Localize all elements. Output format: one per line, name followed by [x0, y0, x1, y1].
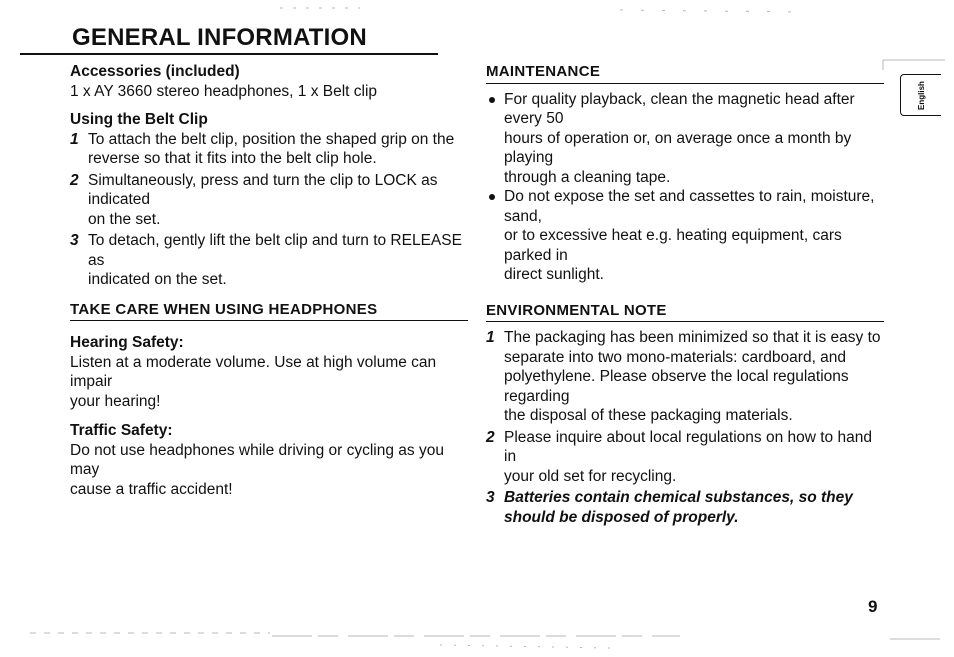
list-item	[486, 328, 884, 426]
step-line: your old set for recycling.	[504, 467, 677, 485]
step-line: the disposal of these packaging materials.	[504, 407, 793, 424]
language-label: English	[916, 80, 926, 110]
step-line: separate into two mono-materials: cardboard, and	[504, 348, 847, 366]
bullet-line: or to excessive heat e.g. heating equipment, cars parked in	[504, 227, 842, 264]
list-item	[70, 231, 468, 290]
left-column	[70, 62, 468, 499]
page-title: GENERAL INFORMATION	[72, 24, 367, 51]
accessories-text: 1 x AY 3660 stereo headphones, 1 x Belt clip	[70, 82, 378, 100]
step-number: 1	[486, 329, 495, 346]
bullet-line: direct sunlight.	[504, 266, 604, 283]
step-line: Please inquire about local regulations on how to hand in	[504, 428, 872, 465]
step-line: To detach, gently lift the belt clip and turn to RELEASE as	[88, 232, 462, 269]
bullet-icon	[489, 194, 495, 200]
hearing-safety-line: Listen at a moderate volume. Use at high volume can impair	[70, 353, 437, 390]
step-number: 2	[70, 171, 79, 189]
traffic-safety-heading: Traffic Safety:	[70, 422, 173, 439]
traffic-safety-line: Do not use headphones while driving or cycling as you may	[70, 441, 444, 478]
bullet-line: For quality playback, clean the magnetic head after every 50	[504, 90, 855, 127]
list-item	[70, 130, 468, 169]
step-number: 1	[70, 130, 79, 148]
list-item	[486, 90, 884, 188]
list-item	[486, 187, 884, 285]
belt-clip-heading: Using the Belt Clip	[70, 111, 208, 128]
bullet-line: through a cleaning tape.	[504, 168, 671, 186]
accessories-heading: Accessories (included)	[70, 63, 240, 80]
maintenance-bullets	[486, 90, 884, 285]
step-line: reverse so that it fits into the belt clip hole.	[88, 150, 377, 167]
environmental-steps	[486, 328, 884, 527]
page-number: 9	[868, 597, 878, 616]
bullet-line: Do not expose the set and cassettes to rain, moisture, sand,	[504, 188, 875, 225]
environmental-heading: ENVIRONMENTAL NOTE	[486, 301, 884, 323]
list-item	[486, 488, 884, 527]
headphones-section-heading: TAKE CARE WHEN USING HEADPHONES	[70, 300, 468, 322]
step-line: should be disposed of properly.	[504, 508, 739, 526]
step-line: Batteries contain chemical substances, so they	[504, 489, 853, 506]
bullet-icon	[489, 97, 495, 103]
step-line: The packaging has been minimized so that it is easy to	[504, 329, 881, 346]
step-line: indicated on the set.	[88, 271, 227, 288]
belt-clip-steps	[70, 130, 468, 290]
step-line: To attach the belt clip, position the shaped grip on the	[88, 130, 455, 148]
list-item	[486, 428, 884, 487]
hearing-safety-heading: Hearing Safety:	[70, 334, 184, 351]
step-number: 3	[70, 232, 79, 249]
list-item	[70, 171, 468, 230]
step-line: on the set.	[88, 210, 161, 228]
bullet-line: hours of operation or, on average once a month by playing	[504, 129, 852, 166]
step-number: 2	[486, 428, 495, 446]
step-line: polyethylene. Please observe the local regulations regarding	[504, 368, 849, 405]
step-number: 3	[486, 489, 495, 506]
right-column	[486, 62, 884, 529]
title-underline	[20, 53, 438, 55]
maintenance-heading: MAINTENANCE	[486, 62, 884, 84]
hearing-safety-line: your hearing!	[70, 392, 161, 410]
step-line: Simultaneously, press and turn the clip to LOCK as indicated	[88, 171, 438, 208]
traffic-safety-line: cause a traffic accident!	[70, 480, 233, 498]
language-tab	[900, 74, 941, 116]
